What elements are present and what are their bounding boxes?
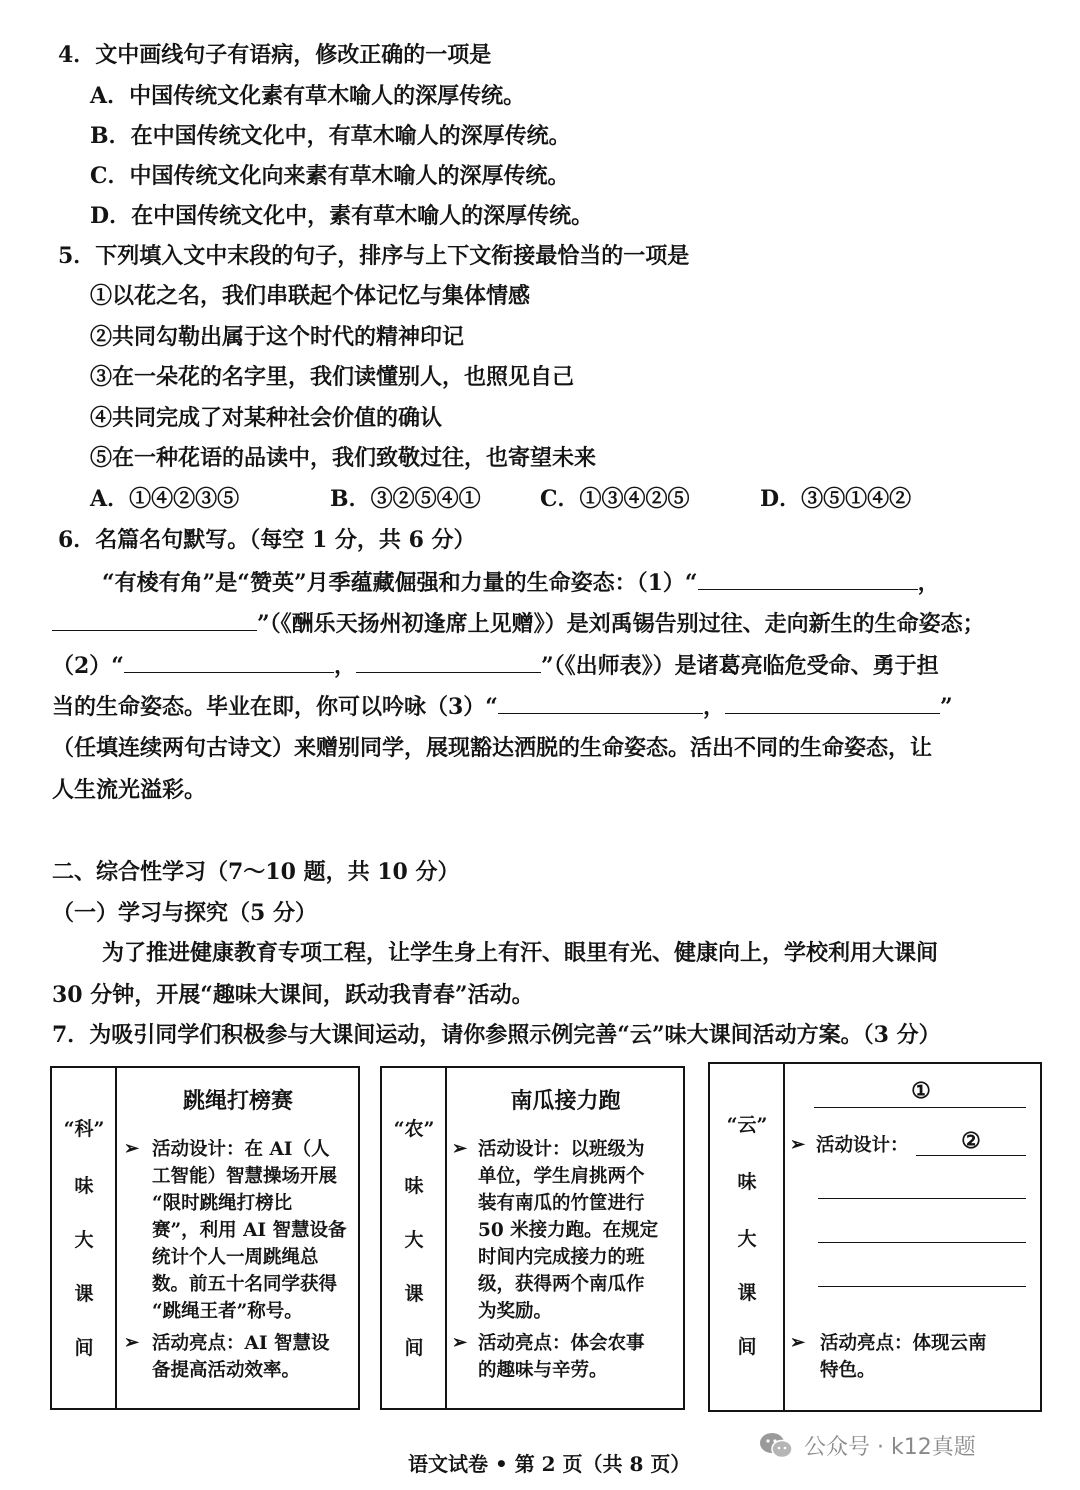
- text-line: 单位，学生肩挑两个: [478, 1166, 645, 1187]
- q6-comma: ，: [702, 694, 725, 720]
- activity-box-ke: [50, 1066, 360, 1410]
- design-blank-3[interactable]: [818, 1242, 1026, 1243]
- side-char: 间: [404, 1337, 424, 1359]
- q4-option-d: D．在中国传统文化中，素有草木喻人的深厚传统。: [90, 203, 594, 229]
- q6-blank-3b[interactable]: [725, 691, 940, 714]
- q5-sentence-5: ⑤在一种花语的品读中，我们致敬过往，也寄望未来: [90, 445, 597, 471]
- text-line: 特色。: [820, 1360, 876, 1381]
- text-line: 活动设计：以班级为: [478, 1139, 645, 1160]
- side-char: 课: [404, 1283, 424, 1305]
- q6-line6: 人生流光溢彩。: [52, 777, 207, 803]
- side-char: “云”: [726, 1114, 768, 1136]
- activity-box-nong: [380, 1066, 685, 1410]
- text-line: 活动设计：在 AI（人: [152, 1139, 330, 1160]
- text-line: 装有南瓜的竹筐进行: [478, 1193, 645, 1214]
- q6-close-quote: ”: [939, 694, 953, 720]
- q5-stem: 5．下列填入文中末段的句子，排序与上下文衔接最恰当的一项是: [58, 243, 690, 269]
- activity-highlight: [820, 1330, 1035, 1384]
- text-line: 活动亮点：体会农事: [478, 1333, 645, 1354]
- watermark: [758, 1430, 976, 1461]
- side-char: 课: [74, 1283, 94, 1305]
- arrow-bullet-icon: ➢: [452, 1332, 468, 1353]
- q4-option-a: A．中国传统文化素有草木喻人的深厚传统。: [90, 83, 526, 109]
- q6-blank-2a[interactable]: [124, 650, 334, 673]
- text-line: 50 米接力跑。在规定: [478, 1220, 659, 1241]
- q6-stem: 6．名篇名句默写。（每空 1 分，共 6 分）: [58, 527, 476, 553]
- arrow-bullet-icon: ➢: [790, 1134, 806, 1155]
- design-blank-1[interactable]: [916, 1155, 1026, 1156]
- arrow-bullet-icon: ➢: [452, 1138, 468, 1159]
- design-blank-2[interactable]: [818, 1198, 1026, 1199]
- side-char: 味: [737, 1171, 757, 1193]
- q6-blank-1a[interactable]: [698, 567, 918, 590]
- q5-sentence-4: ④共同完成了对某种社会价值的确认: [90, 405, 443, 431]
- q6-line2-text: ”（《酬乐天扬州初逢席上见赠》）是刘禹锡告别过往、走向新生的生命姿态；: [257, 611, 985, 637]
- arrow-bullet-icon: ➢: [124, 1332, 140, 1353]
- text-line: 备提高活动效率。: [152, 1360, 301, 1381]
- page-footer: 语文试卷 • 第 2 页（共 8 页）: [408, 1452, 691, 1476]
- arrow-bullet-icon: ➢: [790, 1332, 806, 1353]
- side-char: 大: [74, 1229, 94, 1251]
- blank-marker-2: ②: [961, 1128, 981, 1154]
- q6-blank-2b[interactable]: [356, 650, 541, 673]
- side-char: “科”: [63, 1118, 105, 1140]
- side-char: 间: [74, 1337, 94, 1359]
- activity-box-yun: [708, 1062, 1042, 1412]
- side-char: “农”: [393, 1118, 435, 1140]
- q6-line1: [102, 567, 940, 598]
- section-heading: 二、综合性学习（7～10 题，共 10 分）: [52, 859, 460, 885]
- text-line: 工智能）智慧操场开展: [152, 1166, 338, 1187]
- intro-line-1: 为了推进健康教育专项工程，让学生身上有汗、眼里有光、健康向上，学校利用大课间: [102, 940, 939, 966]
- q5-option-c: C．①③④②⑤: [540, 486, 690, 512]
- q4-stem: 4．文中画线句子有语病，修改正确的一项是: [58, 42, 492, 68]
- q6-blank-1b[interactable]: [52, 608, 257, 631]
- q4-option-c: C．中国传统文化向来素有草木喻人的深厚传统。: [90, 163, 570, 189]
- q6-line3-prefix: （2）“: [52, 653, 124, 679]
- text-line: 的趣味与辛劳。: [478, 1360, 608, 1381]
- side-char: 大: [737, 1228, 757, 1250]
- q6-comma: ，: [917, 570, 940, 596]
- text-line: 时间内完成接力的班: [478, 1247, 645, 1268]
- text-line: 赛”，利用 AI 智慧设备: [152, 1220, 347, 1241]
- q6-line3-text: ”（《出师表》）是诸葛亮临危受命、勇于担: [540, 653, 939, 679]
- design-blank-4[interactable]: [818, 1286, 1026, 1287]
- subsection-heading: （一）学习与探究（5 分）: [52, 900, 317, 926]
- text-line: 活动亮点：体现云南: [820, 1333, 987, 1354]
- side-char: 大: [404, 1229, 424, 1251]
- q6-line3: [52, 650, 939, 681]
- side-char: 味: [74, 1175, 94, 1197]
- activity-design: [478, 1136, 683, 1325]
- q6-line1-text: “有棱有角”是“赞英”月季蕴藏倔强和力量的生命姿态：（1）“: [102, 570, 698, 596]
- blank-marker-1: ①: [911, 1078, 931, 1104]
- q5-option-d: D．③⑤①④②: [760, 486, 912, 512]
- q6-line5: （任填连续两句古诗文）来赠别同学，展现豁达洒脱的生命姿态。活出不同的生命姿态，让: [52, 735, 933, 761]
- wechat-icon: [758, 1431, 794, 1461]
- q6-blank-3a[interactable]: [498, 691, 703, 714]
- q5-sentence-3: ③在一朵花的名字里，我们读懂别人，也照见自己: [90, 364, 575, 390]
- q4-option-b: B．在中国传统文化中，有草木喻人的深厚传统。: [90, 123, 571, 149]
- q5-option-a: A．①④②③⑤: [90, 486, 240, 512]
- q6-comma: ，: [333, 653, 356, 679]
- activity-highlight: [152, 1330, 357, 1384]
- design-label: 活动设计：: [816, 1135, 909, 1156]
- q7-stem: 7．为吸引同学们积极参与大课间运动，请你参照示例完善“云”味大课间活动方案。（3 分）: [52, 1022, 941, 1048]
- q5-sentence-2: ②共同勾勒出属于这个时代的精神印记: [90, 324, 465, 350]
- watermark-text: 公众号 · k12真题: [804, 1435, 976, 1460]
- text-line: 为奖励。: [478, 1301, 553, 1322]
- title-blank[interactable]: [814, 1107, 1026, 1108]
- activity-title: 南瓜接力跑: [510, 1088, 621, 1114]
- q5-option-b: B．③②⑤④①: [330, 486, 481, 512]
- activity-design: [152, 1136, 357, 1325]
- arrow-bullet-icon: ➢: [124, 1138, 140, 1159]
- q6-line4-text: 当的生命姿态。毕业在即，你可以吟咏（3）“: [52, 694, 498, 720]
- text-line: 活动亮点：AI 智慧设: [152, 1333, 330, 1354]
- q6-line4: [52, 691, 953, 722]
- intro-line-2: 30 分钟，开展“趣味大课间，跃动我青春”活动。: [52, 982, 534, 1008]
- activity-title: 跳绳打榜赛: [182, 1088, 293, 1114]
- text-line: 数。前五十名同学获得: [152, 1274, 338, 1295]
- side-char: 间: [737, 1336, 757, 1358]
- q6-line2: [52, 608, 985, 639]
- text-line: “限时跳绳打榜比: [152, 1193, 293, 1214]
- text-line: 统计个人一周跳绳总: [152, 1247, 319, 1268]
- text-line: “跳绳王者”称号。: [152, 1301, 303, 1322]
- q5-sentence-1: ①以花之名，我们串联起个体记忆与集体情感: [90, 283, 531, 309]
- side-char: 味: [404, 1175, 424, 1197]
- side-char: 课: [737, 1282, 757, 1304]
- text-line: 级，获得两个南瓜作: [478, 1274, 645, 1295]
- activity-highlight: [478, 1330, 683, 1384]
